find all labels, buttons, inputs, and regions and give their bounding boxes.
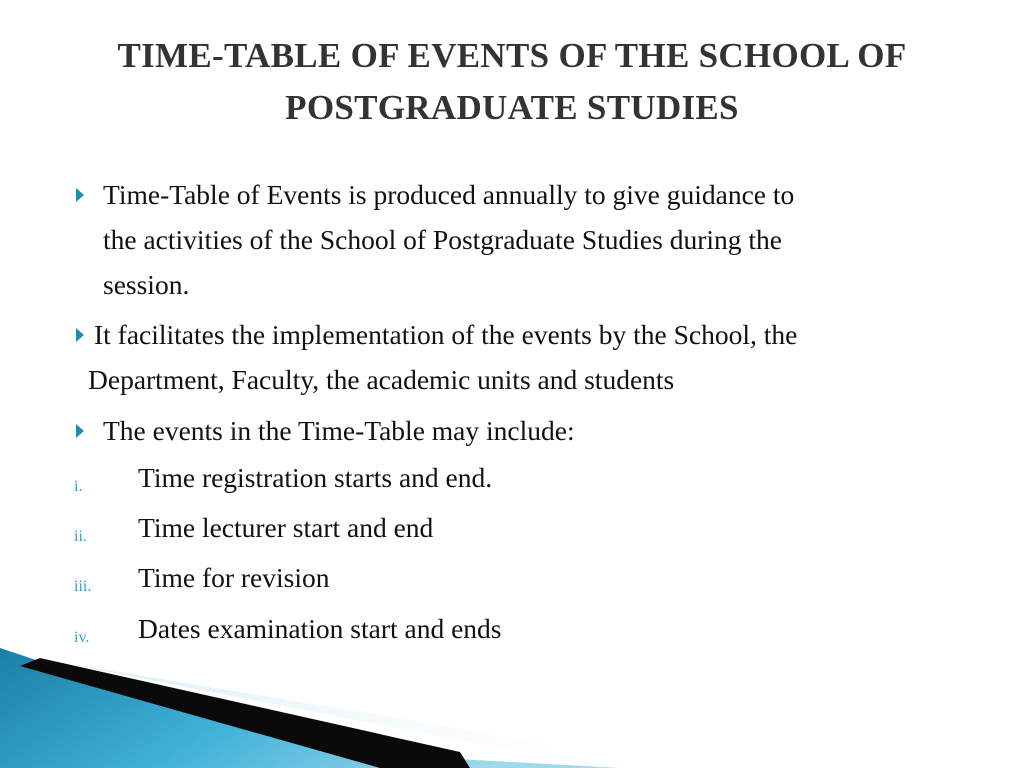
bullet-1-line-3: session. bbox=[103, 269, 190, 300]
list-item-text: Time registration starts and end. bbox=[138, 462, 493, 493]
bullet-3-line-1: The events in the Time-Table may include: bbox=[103, 415, 575, 446]
title-line-1: TIME-TABLE OF EVENTS OF THE SCHOOL OF bbox=[117, 36, 907, 75]
bullet-1-line-1: Time-Table of Events is produced annually to give guidance to bbox=[103, 179, 795, 210]
bullet-2-line-2: Department, Faculty, the academic units and students bbox=[88, 364, 675, 395]
decorative-wave-graphic bbox=[0, 640, 1024, 768]
bullet-arrow-icon bbox=[76, 328, 84, 342]
list-numeral: i. bbox=[74, 478, 83, 495]
bullet-1-line-2: the activities of the School of Postgraduate Studies during the bbox=[103, 224, 782, 255]
list-item-text: Dates examination start and ends bbox=[138, 613, 502, 644]
bullet-arrow-icon bbox=[76, 424, 84, 438]
bullet-arrow-icon bbox=[76, 188, 84, 202]
slide-title bbox=[40, 30, 984, 134]
list-item-text: Time lecturer start and end bbox=[138, 512, 434, 543]
list-numeral: iii. bbox=[74, 578, 92, 595]
title-line-2: POSTGRADUATE STUDIES bbox=[285, 88, 739, 127]
list-numeral: ii. bbox=[74, 528, 87, 545]
list-item-text: Time for revision bbox=[138, 562, 330, 593]
list-numeral: iv. bbox=[74, 629, 90, 646]
bullet-2-line-1: It facilitates the implementation of the events by the School, the bbox=[94, 319, 798, 350]
